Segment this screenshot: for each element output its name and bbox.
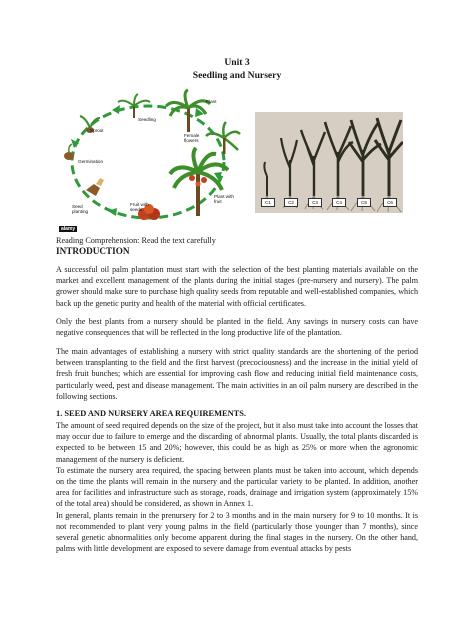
label-fruit-with-seeds: Fruit with seeds <box>130 202 149 212</box>
paragraph-text: The main advantages of establishing a nursery with strict quality standards are the shortening of the period between transplanting to the field and the first harvest (precociousness) and the increase in the initial yield of fresh fruit bunches; which are essential for improving cash flow and reducing initial field maintenance costs, particularly weed, pest and disease management. The main activities in an oil palm nursery are described in the following sections. <box>56 347 418 401</box>
female-flowers-icon <box>206 122 240 154</box>
seed-planting-icon <box>86 178 104 196</box>
fruiting-palm-icon <box>170 148 228 216</box>
unit-number: Unit 3 <box>224 57 250 68</box>
label-female-flowers: Female flowers <box>184 133 200 143</box>
label-germination: Germination <box>78 159 104 164</box>
stage-label-c5: C5 <box>357 198 371 207</box>
paragraph-2 <box>56 316 418 338</box>
palm-life-cycle-figure <box>56 88 246 234</box>
label-plant-with-fruit: Plant with fruit <box>214 194 234 204</box>
label-plant: Plant <box>206 99 217 104</box>
section-heading-seed-nursery: 1. SEED AND NURSERY AREA REQUIREMENTS. <box>56 409 246 418</box>
stage-label-c3: C3 <box>308 198 322 207</box>
label-seed-planting: Seed planting <box>72 204 89 214</box>
label-seedling: Seedling <box>138 117 156 122</box>
stage-label-c4: C4 <box>332 198 346 207</box>
paragraph-text: The amount of seed required depends on the size of the project, but it also must take into account the losses that may occur due to failure to emerge and the discarding of abnormal plants. Usually, the total plants discarded is expected to be between 15 and 20%; however, this could be as high as 25% or more when the agronomic management of the nursery is deficient. <box>56 421 418 464</box>
mature-palm-icon <box>166 90 210 132</box>
paragraph-1 <box>56 264 418 309</box>
stage-label-c2: C2 <box>284 198 298 207</box>
section-heading-introduction: INTRODUCTION <box>56 246 130 256</box>
seedling-stages-photo <box>255 112 403 213</box>
paragraph-text: To estimate the nursery area required, the spacing between plants must be taken into account, which depends on the time the plants will remain in the nursery and the particular variety to be planted. In addition, another area for facilities and infrastructure such as storage, roads, drainage and irrigation system (approximately 15% of the total area) should be considered, as shown in Annex 1. <box>56 465 418 509</box>
paragraph-3 <box>56 346 418 402</box>
stage-label-c6: C6 <box>383 198 397 207</box>
paragraph-text: In general, plants remain in the prenursery for 2 to 3 months and in the main nursery for 9 to 10 months. It is not recommended to plant very young palms in the field (particularly those younger than 7 months), since several genetic abnormalities only become apparent during the final stages in the nursery. On the other hand, palms with little development are exposed to severe damage from eventual attacks by pests <box>56 510 418 554</box>
stage-label-c1: C1 <box>261 198 275 207</box>
paragraph-text: A successful oil palm plantation must start with the selection of the best planting materials available on the market and excellent management of the plants during the initial stages (pre-nursery and nursery). The palm grower should make sure to purchase high quality seeds from reputable and well-established companies, which back up the genetic purity and health of the material with official certificates. <box>56 265 418 308</box>
watermark: alamy <box>61 226 76 232</box>
reading-instruction: Reading Comprehension: Read the text carefully <box>56 236 216 245</box>
seedlings-drawing <box>255 112 403 213</box>
page-title: Seedling and Nursery <box>192 70 282 81</box>
paragraph-text: Only the best plants from a nursery should be planted in the field. Any savings in nursery costs can have negative consequences that will be reflected in the long productive life of the plantation. <box>56 317 418 338</box>
section-1-body <box>56 420 418 554</box>
label-sprout: Sprout <box>90 128 104 133</box>
